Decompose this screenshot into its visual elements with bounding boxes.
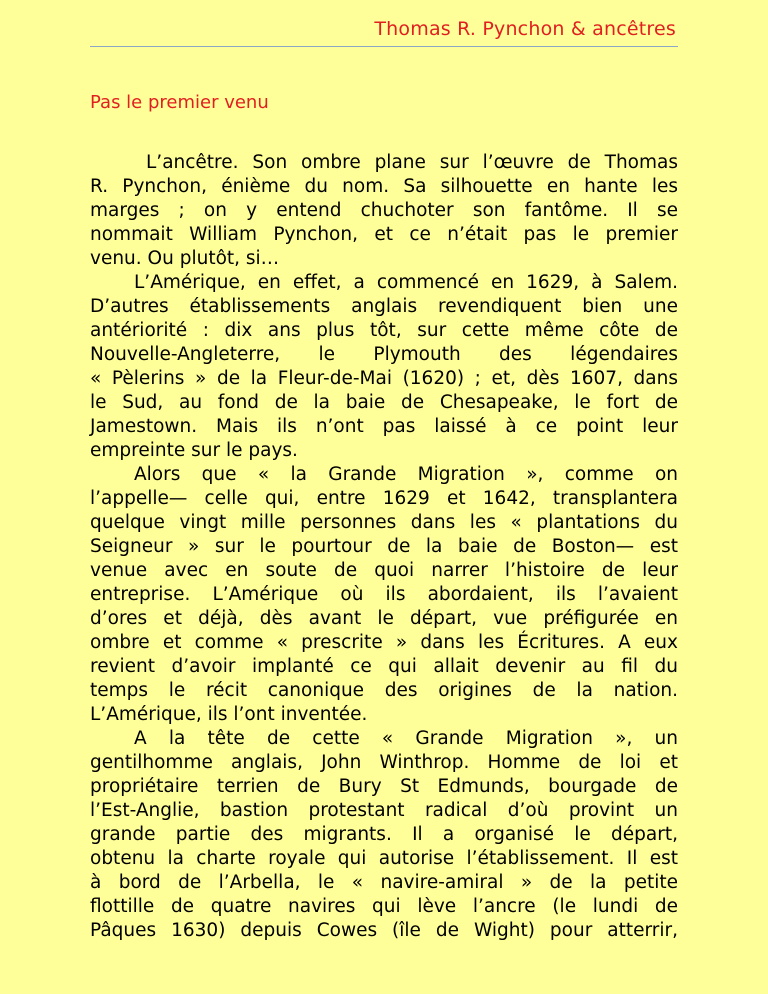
text-line: l’appelle— celle qui, entre 1629 et 1642, transplantera [90, 488, 678, 509]
text-line: venue avec en soute de quoi narrer l’histoire de leur [90, 560, 678, 581]
text-line: temps le récit canonique des origines de la nation. [90, 680, 678, 701]
section-title: Pas le premier venu [90, 92, 269, 113]
text-line: A la tête de cette « Grande Migration », un [134, 728, 678, 749]
paragraph [90, 727, 678, 943]
text-line: marges ; on y entend chuchoter son fantôme. Il se [90, 200, 678, 221]
text-line: nommait William Pynchon, et ce n’était pas le premier [90, 224, 678, 245]
text-line: Seigneur » sur le pourtour de la baie de Boston— est [90, 536, 678, 557]
text-line: obtenu la charte royale qui autorise l’établissement. Il est [90, 848, 678, 869]
paragraph [90, 463, 678, 727]
text-line: ombre et comme « prescrite » dans les Écritures. A eux [90, 632, 678, 653]
text-line: L’Amérique, en effet, a commencé en 1629, à Salem. [134, 272, 678, 293]
text-line: à bord de l’Arbella, le « navire-amiral » de la petite [90, 872, 678, 893]
text-line: entreprise. L’Amérique où ils abordaient, ils l’avaient [90, 584, 678, 605]
text-line: grande partie des migrants. Il a organisé le départ, [90, 824, 678, 845]
text-line: Pâques 1630) depuis Cowes (île de Wight) pour atterrir, [90, 920, 678, 941]
text-line: d’ores et déjà, dès avant le départ, vue préfigurée en [90, 608, 678, 629]
text-line: le Sud, au fond de la baie de Chesapeake, le fort de [90, 392, 678, 413]
text-line: Jamestown. Mais ils n’ont pas laissé à ce point leur [90, 416, 678, 437]
text-line: « Pèlerins » de la Fleur-de-Mai (1620) ; et, dès 1607, dans [90, 368, 678, 389]
text-line: propriétaire terrien de Bury St Edmunds, bourgade de [90, 776, 678, 797]
text-line: revient d’avoir implanté ce qui allait devenir au fil du [90, 656, 678, 677]
paragraph [90, 151, 678, 271]
text-line: venu. Ou plutôt, si… [90, 248, 280, 269]
text-line: Alors que « la Grande Migration », comme on [134, 464, 678, 485]
running-header: Thomas R. Pynchon & ancêtres [374, 18, 676, 40]
text-line: empreinte sur le pays. [90, 440, 298, 461]
text-line: R. Pynchon, énième du nom. Sa silhouette en hante les [90, 176, 678, 197]
body-text [90, 151, 678, 943]
text-line: L’Amérique, ils l’ont inventée. [90, 704, 368, 725]
text-line: D’autres établissements anglais revendiquent bien une [90, 296, 678, 317]
text-line: quelque vingt mille personnes dans les « plantations du [90, 512, 678, 533]
text-line: L’ancêtre. Son ombre plane sur l’œuvre de Thomas [146, 152, 678, 173]
text-line: Nouvelle-Angleterre, le Plymouth des légendaires [90, 344, 678, 365]
text-line: antériorité : dix ans plus tôt, sur cette même côte de [90, 320, 678, 341]
header-rule [90, 46, 678, 47]
text-line: gentilhomme anglais, John Winthrop. Homme de loi et [90, 752, 678, 773]
text-line: flottille de quatre navires qui lève l’ancre (le lundi de [90, 896, 678, 917]
paragraph [90, 271, 678, 463]
text-line: l’Est-Anglie, bastion protestant radical d’où provint un [90, 800, 678, 821]
